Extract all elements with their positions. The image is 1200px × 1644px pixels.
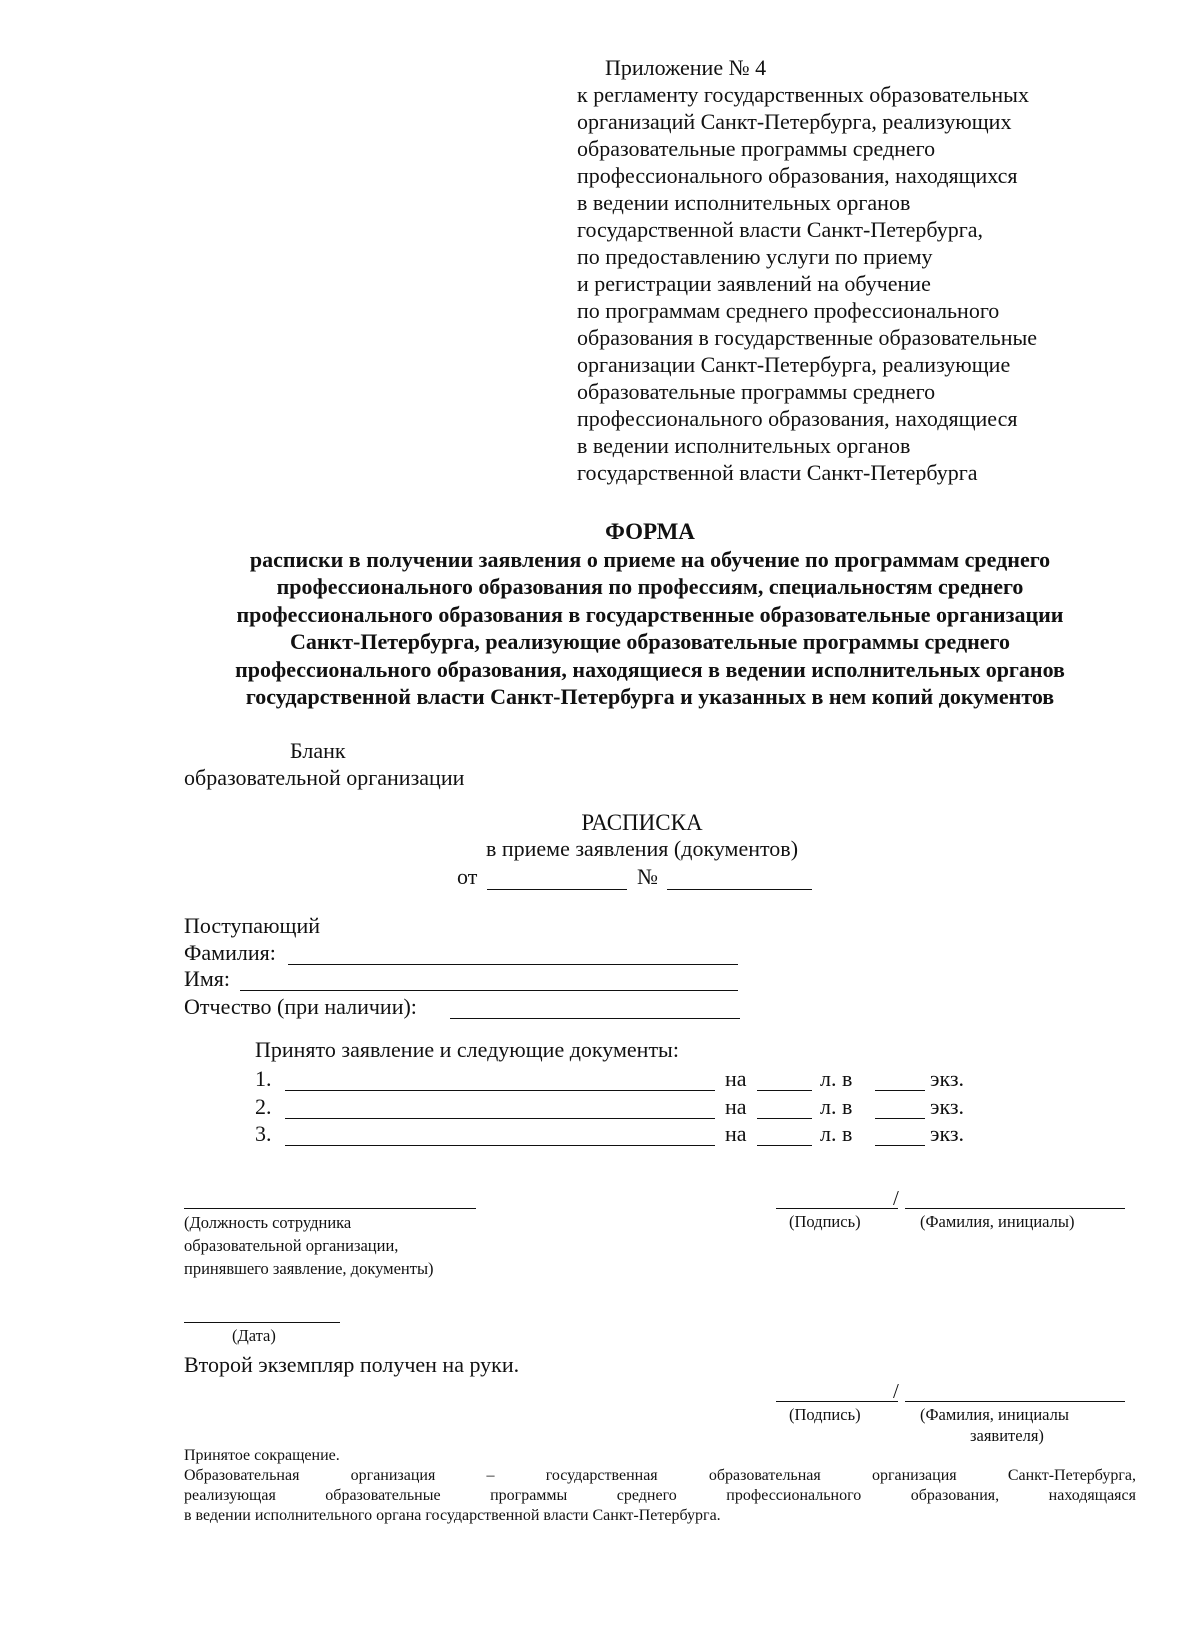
document-copies-label: экз. bbox=[930, 1121, 965, 1146]
form-subtitle-line: профессионального образования по профессиям, специальностям среднего bbox=[276, 574, 1024, 599]
name-field[interactable] bbox=[240, 990, 738, 991]
documents-intro: Принято заявление и следующие документы: bbox=[255, 1037, 679, 1062]
footnote-line: в ведении исполнительного органа государственной власти Санкт-Петербурга. bbox=[184, 1507, 721, 1524]
appendix-line: по программам среднего профессионального bbox=[577, 298, 1000, 323]
document-copies-field[interactable] bbox=[875, 1118, 925, 1119]
signature-separator: / bbox=[893, 1379, 899, 1403]
applicant-signature-field[interactable] bbox=[776, 1401, 898, 1402]
document-sheets-label: л. в bbox=[820, 1121, 853, 1146]
receipt-heading: РАСПИСКА bbox=[581, 810, 703, 835]
appendix-block bbox=[577, 54, 1037, 486]
appendix-line: организации Санкт-Петербурга, реализующие bbox=[577, 352, 1011, 377]
applicant-name-field[interactable] bbox=[905, 1401, 1125, 1402]
document-sheets-label: л. в bbox=[820, 1094, 853, 1119]
appendix-line: государственной власти Санкт-Петербурга, bbox=[577, 217, 984, 242]
applicant-name-caption: (Фамилия, инициалы bbox=[920, 1405, 1069, 1424]
caption-line: принявшего заявление, документы) bbox=[184, 1259, 434, 1278]
form-subtitle-line: профессионального образования, находящиеся в ведении исполнительных органов bbox=[235, 656, 1065, 682]
patronymic-field[interactable] bbox=[450, 1018, 740, 1019]
staff-name-caption: (Фамилия, инициалы) bbox=[920, 1212, 1075, 1231]
appendix-title: Приложение № 4 bbox=[605, 55, 767, 80]
appendix-line: в ведении исполнительных органов bbox=[577, 433, 911, 458]
document-on-label: на bbox=[725, 1094, 747, 1119]
staff-position-field[interactable] bbox=[184, 1208, 476, 1209]
document-sheets-field[interactable] bbox=[757, 1118, 812, 1119]
appendix-line: по предоставлению услуги по приему bbox=[577, 244, 933, 269]
document-sheets-label: л. в bbox=[820, 1066, 853, 1091]
receipt-subheading: в приеме заявления (документов) bbox=[485, 836, 799, 861]
receipt-from-label: от bbox=[457, 864, 478, 889]
blank-label: Бланк bbox=[290, 738, 346, 763]
form-title-block bbox=[100, 518, 1200, 711]
document-copies-label: экз. bbox=[930, 1094, 965, 1119]
appendix-line: образовательные программы среднего bbox=[577, 379, 936, 404]
staff-name-field[interactable] bbox=[905, 1208, 1125, 1209]
surname-label: Фамилия: bbox=[184, 940, 276, 965]
footnote-line: реализующая образовательные программы среднего профессионального образования, находящаяся bbox=[184, 1487, 1136, 1504]
blank-organization-label: образовательной организации bbox=[184, 765, 465, 790]
document-row-number: 2. bbox=[255, 1094, 272, 1119]
appendix-line: профессионального образования, находящиеся bbox=[577, 406, 1018, 431]
document-on-label: на bbox=[725, 1066, 747, 1091]
document-sheets-field[interactable] bbox=[757, 1145, 812, 1146]
document-on-label: на bbox=[725, 1121, 747, 1146]
form-subtitle-line: государственной власти Санкт-Петербурга и указанных в нем копий документов bbox=[245, 684, 1055, 709]
signature-separator: / bbox=[893, 1186, 899, 1210]
document-name-field[interactable] bbox=[285, 1118, 715, 1119]
appendix-line: профессионального образования, находящихся bbox=[577, 163, 1018, 188]
second-copy-note: Второй экземпляр получен на руки. bbox=[184, 1352, 520, 1377]
form-subtitle-line: профессионального образования в государственные образовательные организации bbox=[236, 601, 1064, 627]
appendix-line: государственной власти Санкт-Петербурга bbox=[577, 460, 978, 485]
receipt-number-field[interactable] bbox=[667, 889, 812, 890]
appendix-line: образовательные программы среднего bbox=[577, 136, 936, 161]
footnote-heading: Принятое сокращение. bbox=[184, 1447, 340, 1464]
applicant-heading: Поступающий bbox=[184, 913, 320, 938]
appendix-line: в ведении исполнительных органов bbox=[577, 190, 911, 215]
staff-position-caption bbox=[184, 1211, 434, 1280]
document-name-field[interactable] bbox=[285, 1145, 715, 1146]
form-subtitle-line: Санкт-Петербурга, реализующие образовательные программы среднего bbox=[289, 629, 1010, 654]
staff-signature-field[interactable] bbox=[776, 1208, 898, 1209]
form-subtitle-line: расписки в получении заявления о приеме на обучение по программам среднего bbox=[249, 546, 1051, 572]
date-caption: (Дата) bbox=[232, 1326, 276, 1345]
receipt-date-field[interactable] bbox=[487, 889, 627, 890]
name-label: Имя: bbox=[184, 966, 231, 991]
footnote-line: Образовательная организация – государственная образовательная организация Санкт-Петербурга, bbox=[184, 1467, 1136, 1484]
surname-field[interactable] bbox=[288, 964, 738, 965]
document-row-number: 3. bbox=[255, 1121, 272, 1146]
date-field[interactable] bbox=[184, 1322, 340, 1323]
appendix-line: образования в государственные образовательные bbox=[577, 325, 1038, 350]
document-row-number: 1. bbox=[255, 1066, 272, 1091]
patronymic-label: Отчество (при наличии): bbox=[184, 994, 417, 1019]
receipt-number-label: № bbox=[637, 864, 658, 889]
document-name-field[interactable] bbox=[285, 1090, 715, 1091]
appendix-line: и регистрации заявлений на обучение bbox=[577, 271, 931, 296]
caption-line: (Должность сотрудника bbox=[184, 1213, 352, 1232]
document-copies-label: экз. bbox=[930, 1066, 965, 1091]
footnote-block bbox=[184, 1446, 1136, 1526]
appendix-line: организаций Санкт-Петербурга, реализующих bbox=[577, 109, 1012, 134]
staff-signature-caption: (Подпись) bbox=[789, 1212, 861, 1231]
caption-line: образовательной организации, bbox=[184, 1236, 399, 1255]
applicant-name-caption-cont: заявителя) bbox=[970, 1426, 1044, 1445]
appendix-line: к регламенту государственных образовательных bbox=[577, 82, 1029, 107]
document-copies-field[interactable] bbox=[875, 1090, 925, 1091]
applicant-signature-caption: (Подпись) bbox=[789, 1405, 861, 1424]
document-sheets-field[interactable] bbox=[757, 1090, 812, 1091]
form-title: ФОРМА bbox=[605, 519, 695, 544]
document-copies-field[interactable] bbox=[875, 1145, 925, 1146]
